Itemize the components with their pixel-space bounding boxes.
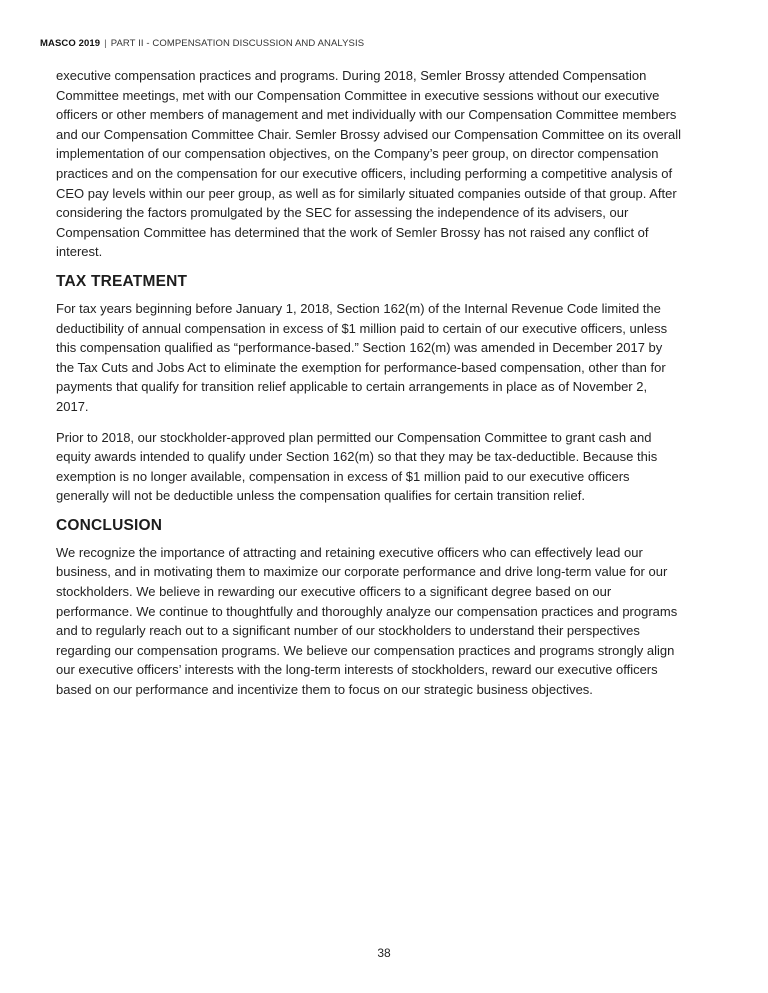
text-line: and our Compensation Committee Chair. Semler Brossy advised our Compensation Committee on its overall [56,126,682,142]
text-line: CEO pay levels within our peer group, as well as for similarly situated companies outside of that group. After [56,185,677,201]
text-line: regarding our compensation programs. We believe our compensation practices and programs strongly align [56,642,675,658]
text-line: business, and in motivating them to maximize our corporate performance and drive long-term value for our [56,564,668,580]
text-line: deductibility of annual compensation in excess of $1 million paid to certain of our executive officers, unless [56,320,668,336]
text-line: Compensation Committee has determined that the work of Semler Brossy has not raised any conflict of [56,224,649,240]
text-line: 2017. [56,398,89,414]
conclusion-heading: CONCLUSION [56,516,163,534]
page-content [56,66,736,711]
text-line: Committee meetings, met with our Compensation Committee in executive sessions without our executive [56,87,660,103]
text-line: executive compensation practices and programs. During 2018, Semler Brossy attended Compensation [56,68,647,83]
text-line: based on our performance and incentivize them to focus on our strategic business objectives. [56,682,593,698]
text-line: We recognize the importance of attracting and retaining executive officers who can effectively lead our [56,544,643,560]
text-line: and to regularly reach out to a significant number of our stockholders to understand their perspectives [56,623,640,639]
text-line: Prior to 2018, our stockholder-approved plan permitted our Compensation Committee to grant cash and [56,429,652,445]
header-brand: MASCO 2019 [40,38,101,49]
text-line: payments that qualify for transition relief applicable to certain arrangements in place as of November 2, [56,379,648,395]
text-line: the Tax Cuts and Jobs Act to eliminate the exemption for performance-based compensation, other than for [56,359,666,375]
tax-paragraph-2 [56,428,736,506]
text-line: performance. We continue to thoughtfully and thoroughly analyze our compensation practices and programs [56,603,678,619]
conclusion-paragraph [56,543,736,700]
tax-treatment-heading: TAX TREATMENT [56,272,188,290]
page-header [40,38,364,49]
text-line: practices and on the compensation for our executive officers, including performing a competitive analysis of [56,165,673,181]
text-line: considering the factors promulgated by the SEC for assessing the independence of its advisers, our [56,205,629,221]
page-number: 38 [377,946,391,960]
header-section: PART II - COMPENSATION DISCUSSION AND ANALYSIS [110,38,365,49]
intro-paragraph [56,66,736,262]
tax-paragraph-1 [56,299,736,417]
text-line: equity awards intended to qualify under Section 162(m) so that they may be tax-deductible. Because this [56,449,658,465]
text-line: generally will not be deductible unless the compensation qualifies for certain transition relief. [56,488,585,504]
text-line: For tax years beginning before January 1, 2018, Section 162(m) of the Internal Revenue Code limited the [56,300,661,316]
text-line: interest. [56,244,103,260]
text-line: this compensation qualified as “performance-based.” Section 162(m) was amended in December 2017 by [56,340,663,356]
text-line: our executive officers’ interests with the long-term interests of stockholders, reward our executive officers [56,662,658,678]
text-line: stockholders. We believe in rewarding our executive officers to a significant degree based on our [56,584,612,600]
text-line: officers or other members of management and met individually with our Compensation Committee members [56,107,677,123]
header-separator: | [104,38,107,49]
text-line: exemption is no longer available, compensation in excess of $1 million paid to our executive officers [56,468,630,484]
text-line: implementation of our compensation objectives, on the Company’s peer group, on director compensation [56,146,659,162]
